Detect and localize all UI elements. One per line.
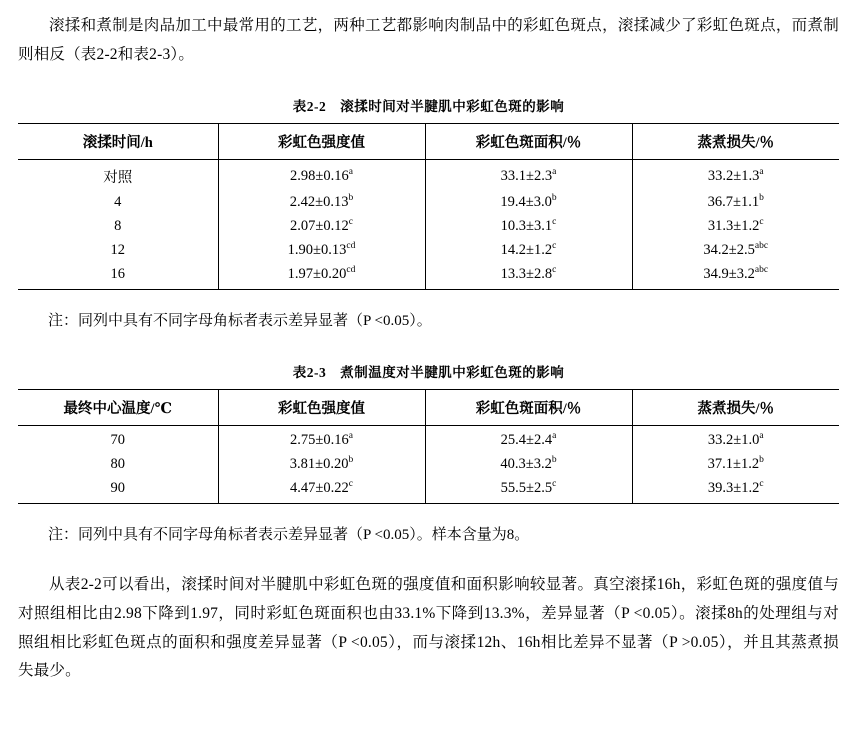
table-2-3: [18, 389, 839, 504]
table-2-2-note: 注：同列中具有不同字母角标者表示差异显著（P <0.05）。: [48, 313, 432, 330]
cell-superscript: a: [552, 167, 557, 178]
cell-cooking-loss: [632, 215, 839, 239]
cell-cooking-loss: [632, 477, 839, 504]
cell-superscript: cd: [346, 265, 356, 276]
closing-paragraph: 从表2-2可以看出，滚揉时间对半腱肌中彩虹色斑的强度值和面积影响较显著。真空滚揉16h，彩虹色斑的强度值与对照组相比由2.98下降到1.97，同时彩虹色斑面积也由33.1%下降到13.3%，差异显著（P <0.05）。滚揉8h的处理组与对照组相比彩虹色斑点的面积和强度差异显著（P <0.05），而与滚揉12h、16h相比差异不显著（P >0.05），并且其蒸煮损失最少。: [18, 576, 839, 680]
cell-value: 19.4±3.0: [500, 194, 552, 211]
table-row: [18, 263, 839, 290]
cell-area: [425, 263, 632, 290]
column-header: 彩虹色斑面积/％: [425, 124, 632, 160]
cell-area: [425, 426, 632, 453]
cell-intensity: [218, 263, 425, 290]
cell-value: 2.42±0.13: [289, 194, 349, 211]
cell-superscript: b: [348, 193, 354, 204]
table-row: [18, 160, 839, 191]
intro-paragraph: 滚揉和煮制是肉品加工中最常用的工艺，两种工艺都影响肉制品中的彩虹色斑点，滚揉减少了彩虹色斑点，而煮制则相反（表2-2和表2-3）。: [18, 17, 839, 63]
cell-value: 2.98±0.16: [290, 168, 349, 185]
column-header: 滚揉时间/h: [82, 135, 153, 152]
cell-superscript: a: [348, 431, 353, 442]
cell-superscript: c: [348, 479, 353, 490]
cell-area: [425, 477, 632, 504]
cell-value: 13.3±2.8: [500, 266, 553, 283]
cell-value: 37.1±1.2: [707, 456, 760, 473]
column-header: 蒸煮损失/％: [632, 390, 839, 426]
cell-cooking-loss: [632, 453, 839, 477]
table-2-3-caption: [18, 361, 839, 381]
cell-superscript: c: [552, 265, 557, 276]
cell-superscript: b: [348, 455, 354, 466]
table-row: [18, 453, 839, 477]
column-header: 蒸煮损失/％: [632, 124, 839, 160]
table-2-3-caption-text: 煮制温度对半腱肌中彩虹色斑的影响: [340, 365, 565, 381]
cell-superscript: c: [348, 217, 353, 228]
table-row: [18, 477, 839, 504]
cell-superscript: c: [759, 217, 764, 228]
table-row: [18, 215, 839, 239]
table-2-2-caption-text: 滚揉时间对半腱肌中彩虹色斑的影响: [340, 99, 565, 115]
table-row: [18, 191, 839, 215]
cell-temperature: 70: [110, 432, 125, 449]
cell-superscript: a: [348, 167, 353, 178]
table-header-row: [18, 390, 839, 426]
table-2-2-caption: [18, 95, 839, 115]
cell-value: 36.7±1.1: [707, 194, 760, 211]
cell-value: 1.90±0.13: [287, 242, 347, 259]
cell-temperature: 90: [110, 480, 125, 497]
cell-value: 34.2±2.5: [703, 242, 755, 259]
cell-area: [425, 453, 632, 477]
table-2-3-caption-number: 表2-3: [292, 365, 327, 381]
cell-value: 55.5±2.5: [500, 480, 553, 497]
cell-group: 8: [114, 218, 122, 235]
cell-superscript: b: [759, 455, 764, 466]
column-header: 彩虹色斑面积/％: [425, 390, 632, 426]
cell-superscript: b: [759, 193, 764, 204]
cell-intensity: [218, 453, 425, 477]
cell-area: [425, 239, 632, 263]
cell-intensity: [218, 215, 425, 239]
cell-intensity: [218, 160, 425, 191]
cell-value: 2.75±0.16: [290, 432, 349, 449]
cell-group: 4: [114, 194, 122, 211]
table-2-2-caption-number: 表2-2: [292, 99, 327, 115]
cell-cooking-loss: [632, 160, 839, 191]
cell-intensity: [218, 426, 425, 453]
column-header: 彩虹色强度值: [218, 124, 425, 160]
cell-value: 2.07±0.12: [290, 218, 349, 235]
table-2-2: [18, 123, 839, 290]
cell-temperature: 80: [110, 456, 125, 473]
cell-value: 1.97±0.20: [287, 266, 347, 283]
cell-value: 3.81±0.20: [289, 456, 349, 473]
column-header: 最终中心温度/℃: [63, 401, 172, 418]
cell-value: 14.2±1.2: [500, 242, 553, 259]
cell-superscript: a: [759, 431, 764, 442]
table-2-3-note: 注：同列中具有不同字母角标者表示差异显著（P <0.05）。样本含量为8。: [48, 527, 530, 544]
cell-value: 33.2±1.0: [707, 432, 760, 449]
cell-value: 31.3±1.2: [707, 218, 760, 235]
cell-superscript: c: [552, 479, 557, 490]
cell-cooking-loss: [632, 191, 839, 215]
cell-superscript: c: [552, 241, 557, 252]
cell-superscript: a: [552, 431, 557, 442]
cell-area: [425, 191, 632, 215]
cell-value: 34.9±3.2: [703, 266, 755, 283]
column-header: 彩虹色强度值: [218, 390, 425, 426]
cell-value: 40.3±3.2: [500, 456, 552, 473]
cell-intensity: [218, 191, 425, 215]
cell-superscript: cd: [346, 241, 356, 252]
cell-superscript: b: [551, 193, 557, 204]
cell-cooking-loss: [632, 239, 839, 263]
table-header-row: [18, 124, 839, 160]
table-row: [18, 239, 839, 263]
table-row: [18, 426, 839, 453]
cell-superscript: c: [759, 479, 764, 490]
cell-superscript: abc: [754, 241, 769, 252]
cell-value: 33.2±1.3: [707, 168, 760, 185]
cell-value: 25.4±2.4: [500, 432, 553, 449]
cell-cooking-loss: [632, 426, 839, 453]
cell-area: [425, 160, 632, 191]
cell-value: 39.3±1.2: [707, 480, 760, 497]
cell-superscript: a: [759, 167, 764, 178]
cell-value: 33.1±2.3: [500, 168, 553, 185]
cell-group: 12: [110, 242, 125, 259]
cell-superscript: c: [552, 217, 557, 228]
cell-value: 10.3±3.1: [500, 218, 553, 235]
cell-intensity: [218, 239, 425, 263]
cell-value: 4.47±0.22: [290, 480, 349, 497]
cell-intensity: [218, 477, 425, 504]
cell-cooking-loss: [632, 263, 839, 290]
cell-superscript: abc: [754, 265, 769, 276]
cell-area: [425, 215, 632, 239]
cell-group: 对照: [103, 170, 133, 187]
cell-group: 16: [110, 266, 125, 283]
cell-superscript: b: [551, 455, 557, 466]
